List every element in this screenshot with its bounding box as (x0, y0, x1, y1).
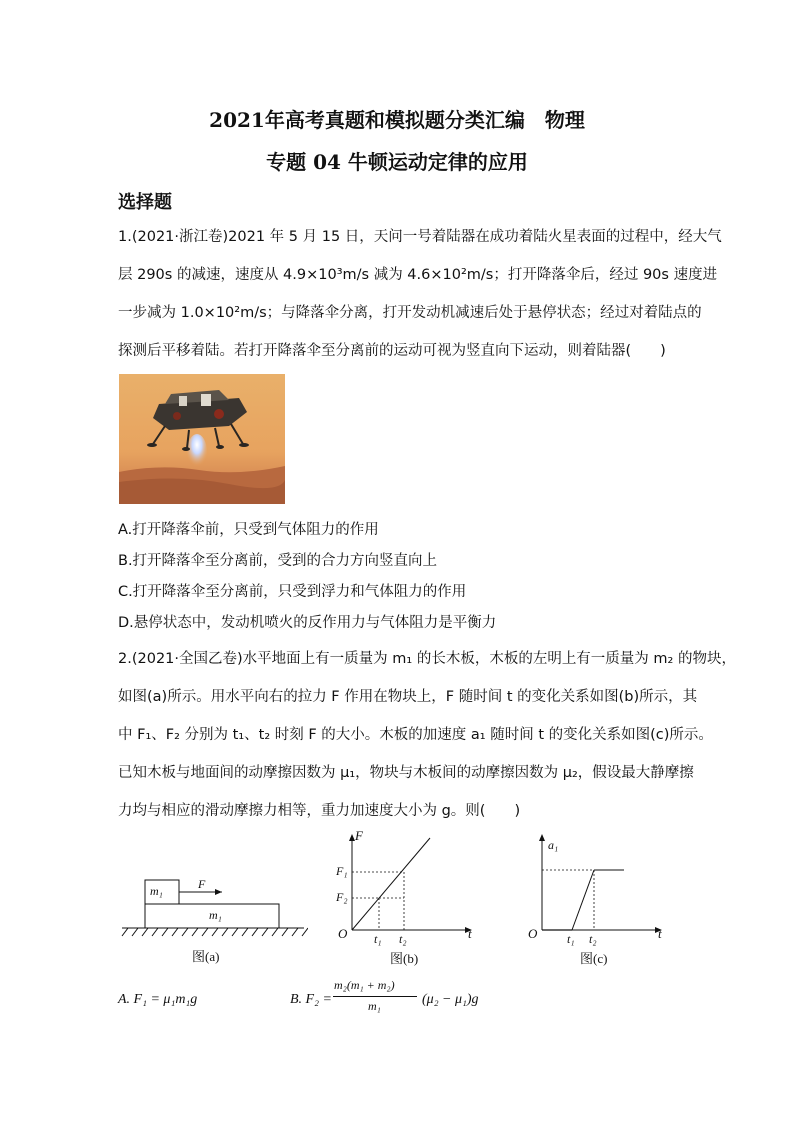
figure-a-diagram (118, 860, 308, 940)
question-1-line: 一步减为 1.0×10²m/s；与降落伞分离，打开发动机减速后处于悬停状态；经过对着陆点的 (118, 305, 702, 321)
fig-c-x-axis-label: t (658, 926, 662, 941)
q2-option-b-denominator: m₁ (368, 999, 381, 1013)
q2-option-b (290, 978, 510, 1028)
fig-b-y-axis-label: F (355, 828, 363, 843)
fig-b-origin: O (338, 926, 348, 941)
question-2-line: 力均与相应的滑动摩擦力相等，重力加速度大小为 g。则( ) (118, 803, 521, 819)
question-1-line: 层 290s 的减速，速度从 4.9×10³m/s 减为 4.6×10²m/s；打开降落伞后，经过 90s 速度进 (118, 267, 718, 283)
q1-option-c: C.打开降落伞至分离前，只受到浮力和气体阻力的作用 (118, 584, 467, 600)
fig-b-tick-f2: F₂ (336, 890, 348, 904)
figure-a-caption: 图(a) (192, 949, 220, 964)
block-bottom-label: m₁ (209, 908, 222, 922)
figure-c-graph (520, 828, 670, 946)
question-2 (118, 640, 736, 830)
lander-photo (119, 374, 285, 504)
question-2-line: 如图(a)所示。用水平向右的拉力 F 作用在物块上，F 随时间 t 的变化关系如图(b)所示，其 (118, 689, 698, 705)
paper-title: 2021年高考真题和模拟题分类汇编 物理 (209, 108, 585, 132)
section-title: 选择题 (118, 192, 172, 213)
figure-b-graph (330, 828, 480, 946)
force-label: F (198, 877, 206, 891)
block-top-label: m₁ (150, 884, 163, 898)
q1-option-a: A.打开降落伞前，只受到气体阻力的作用 (118, 522, 379, 538)
figure-b-caption: 图(b) (390, 951, 419, 966)
q2-option-a: A. F₁ = μ₁m₁g (118, 992, 198, 1007)
question-1-line: 探测后平移着陆。若打开降落伞至分离前的运动可视为竖直向下运动，则着陆器( ) (118, 343, 666, 359)
figure-c-caption: 图(c) (580, 951, 608, 966)
figure-b (330, 828, 480, 946)
fig-b-tick-t1: t₁ (374, 932, 382, 946)
question-2-line: 2.(2021·全国乙卷)水平地面上有一质量为 m₁ 的长木板，木板的左明上有一质量为 m₂ 的物块， (118, 651, 736, 667)
figure-c (520, 828, 670, 946)
question-2-line: 中 F₁、F₂ 分别为 t₁、t₂ 时刻 F 的大小。木板的加速度 a₁ 随时间 t 的变化关系如图(c)所示。 (118, 727, 713, 743)
question-1 (118, 218, 722, 370)
fig-c-origin: O (528, 926, 538, 941)
q1-option-d: D.悬停状态中，发动机喷火的反作用力与气体阻力是平衡力 (118, 615, 497, 631)
paper-subtitle: 专题 04 牛顿运动定律的应用 (266, 150, 528, 174)
q2-option-b-numerator: m₂(m₁ + m₂) (334, 978, 395, 992)
q2-option-b-suffix: (μ₂ − μ₁)g (422, 992, 479, 1007)
figure-a (118, 860, 308, 940)
fig-b-tick-t2: t₂ (399, 932, 407, 946)
fig-b-x-axis-label: t (468, 926, 472, 941)
fig-c-tick-t2: t₂ (589, 932, 597, 946)
question-1-line: 1.(2021·浙江卷)2021 年 5 月 15 日，天问一号着陆器在成功着陆火星表面的过程中，经大气 (118, 229, 722, 245)
fig-c-tick-t1: t₁ (567, 932, 575, 946)
question-2-line: 已知木板与地面间的动摩擦因数为 μ₁，物块与木板间的动摩擦因数为 μ₂，假设最大静摩擦 (118, 765, 694, 781)
fig-b-tick-f1: F₁ (336, 864, 348, 878)
fig-c-y-axis-label: a₁ (548, 838, 559, 852)
fraction-bar (333, 996, 417, 997)
q1-option-b: B.打开降落伞至分离前，受到的合力方向竖直向上 (118, 553, 438, 569)
q2-option-b-prefix: B. F₂ = (290, 992, 332, 1007)
